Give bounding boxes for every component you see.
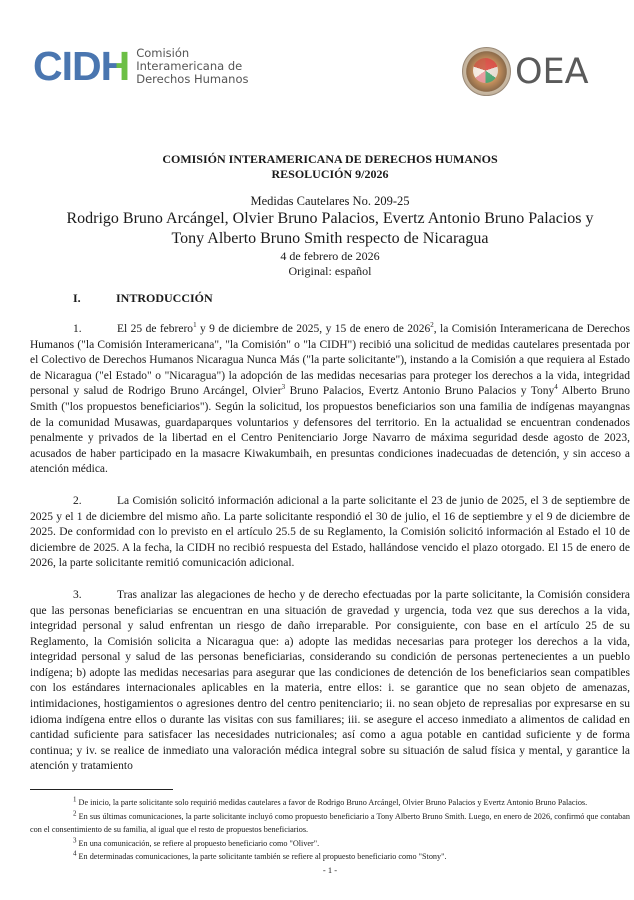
paragraph-text: y 9 de diciembre de 2025, y 15 de enero de 2026 [196,323,431,335]
cidh-logo-text [136,47,248,86]
section-number: I. [73,291,81,305]
footnote-marker: 2 [73,808,77,817]
paragraph-number: 3. [73,588,82,601]
paragraph-text: , la Comisión Interamericana de Derechos Humanos ("la Comisión Interamericana", "la Comisión" o "la CIDH") recibió una solicitud de medidas cautelares presentada por el Colectivo de Derechos Humanos Nicaragua Nunca Más ("la parte solicitante"), instando a la Comisión a que requiera al Estado de Nicaragua ("el Estado" o "Nicaragua") la adopción de las medidas necesarias para proteger los derechos a la vida, integridad personal y salud de Rodrigo Bruno Arcángel, Olvier [30,323,630,398]
paragraph-1 [30,322,630,478]
footnote-text: En sus últimas comunicaciones, la parte solicitante incluyó como propuesto beneficiario a Tony Alberto Bruno Smith. Luego, en enero de 2026, confirmó que contaban con el consentimiento de su familia, al igual que el resto de propuestos beneficiarios. [30,811,630,835]
cidh-logo-line3: Derechos Humanos [136,72,249,86]
footnote-text: De inicio, la parte solicitante solo requirió medidas cautelares a favor de Rodrigo Bruno Arcángel, Olvier Bruno Palacios y Evertz Antonio Bruno Palacios. [76,798,588,808]
paragraph-number: 2. [73,494,82,507]
section-heading [30,291,630,306]
resolution-number: RESOLUCIÓN 9/2026 [271,167,389,181]
footnote-3 [30,837,630,851]
footnote-2 [30,810,630,837]
footnote-4 [30,850,630,864]
document-header [30,0,630,118]
paragraph-text: Alberto Bruno Smith ("los propuestos beneficiarios"). Según la solicitud, los propuestos beneficiarios son una familia de indígenas mayangnas de la comunidad Musawas, guardaparques voluntarios y defensores del territorio. En la actualidad se encuentran condenados penalmente y privados de la libertad en el Centro Penitenciario Jorge Navarro de máxima seguridad desde agosto de 2023, acusados de haber participado en la masacre Kiwakumbaih, en presuntas condiciones inadecuadas de detención, y sin acceso a atención médica. [30,385,631,476]
paragraph-text: El 25 de febrero [117,323,194,335]
paragraph-2 [30,494,630,572]
organization-title: COMISIÓN INTERAMERICANA DE DERECHOS HUMANOS [162,152,498,166]
cidh-logo-letters-blue: CID [33,43,101,89]
cidh-logo-mark [33,43,130,89]
footnote-marker: 4 [73,849,77,858]
oea-logo [462,47,589,96]
paragraph-3 [30,588,630,775]
footnote-text: En determinadas comunicaciones, la parte solicitante también se refiere al propuesto beneficiario como "Stony". [76,852,447,862]
cidh-logo-letter-h: H [100,43,130,89]
footnote-ref-3[interactable]: 3 [281,383,286,392]
footnote-1 [30,796,630,810]
paragraph-text: La Comisión solicitó información adicional a la parte solicitante el 23 de junio de 2025, el 3 de septiembre de 2025 y el 1 de diciembre del mismo año. La parte solicitante respondió el 30 de julio, el 16 de septiembre y el 9 de diciembre de 2025. De conformidad con lo previsto en el artículo 25.5 de su Reglamento, la Comisión solicitó información al Estado el 10 de diciembre de 2025. A la fecha, la CIDH no recibió respuesta del Estado, hallándose vencido el plazo otorgado. El 15 de enero de 2026, la parte solicitante remitió comunicación adicional. [30,494,630,570]
footnote-ref-2[interactable]: 2 [430,321,434,330]
footnote-ref-1[interactable]: 1 [193,321,197,330]
paragraph-text: Tras analizar las alegaciones de hecho y de derecho efectuadas por la parte solicitante, la Comisión considera que las personas beneficiarias se encuentran en una situación de gravedad y urgencia, toda vez que sus derechos a la vida, integridad personal y salud enfrentan un riesgo de daño irreparable. Por consiguiente, con base en el artículo 25 de su Reglamento, la Comisión solicita a Nicaragua que: a) adopte las medidas necesarias para proteger los derechos a la vida, integridad personal y salud de las personas beneficiarias, considerando su condición de personas pertenecientes a un pueblo indígena; b) adopte las medidas necesarias para asegurar que las condiciones de detención de los beneficiarios sean compatibles con los estándares internacionales aplicables en la materia, entre ellos: i. se garantice que no sean objeto de amenazas, intimidaciones, hostigamientos o agresiones dentro del centro penitenciario; ii. no sean objeto de represalias por expresarse en su idioma indígena entre ellos o durante las visitas con sus familiares; iii. se asegure el acceso inmediato a alimentos de calidad en cantidad suficiente para satisfacer las necesidades nutricionales; así como a agua potable en cantidad suficiente y de forma continua; y iv. se realice de inmediato una valoración médica integral sobre su situación de salud física y mental, y garantice la atención y tratamiento [30,588,630,773]
footnote-text: En una comunicación, se refiere al propuesto beneficiario como "Oliver". [76,838,320,848]
subject-line-1: Rodrigo Bruno Arcángel, Olvier Bruno Palacios, Evertz Antonio Bruno Palacios y [66,210,594,227]
section-title: INTRODUCCIÓN [116,291,213,305]
cidh-logo-line1: Comisión [136,46,190,60]
cidh-logo-letters [33,43,129,89]
paragraph-text: Bruno Palacios, Evertz Antonio Bruno Palacios y Tony [285,385,555,398]
footnote-separator [30,789,173,790]
footnote-marker: 1 [73,795,77,804]
original-language: Original: español [288,264,372,278]
document-date: 4 de febrero de 2026 [280,249,380,263]
cidh-logo-line2: Interamericana de [136,59,243,73]
footnotes [30,796,630,864]
measure-number: Medidas Cautelares No. 209-25 [250,194,410,208]
page-number: - 1 - [322,864,338,875]
footnote-ref-4[interactable]: 4 [554,383,558,392]
oea-logo-text: OEA [515,51,589,92]
paragraph-number: 1. [73,323,82,335]
cidh-logo [33,43,249,89]
footnote-marker: 3 [73,835,77,844]
subject-line-2: Tony Alberto Bruno Smith respecto de Nicaragua [171,230,489,247]
oea-seal-icon [462,47,511,96]
